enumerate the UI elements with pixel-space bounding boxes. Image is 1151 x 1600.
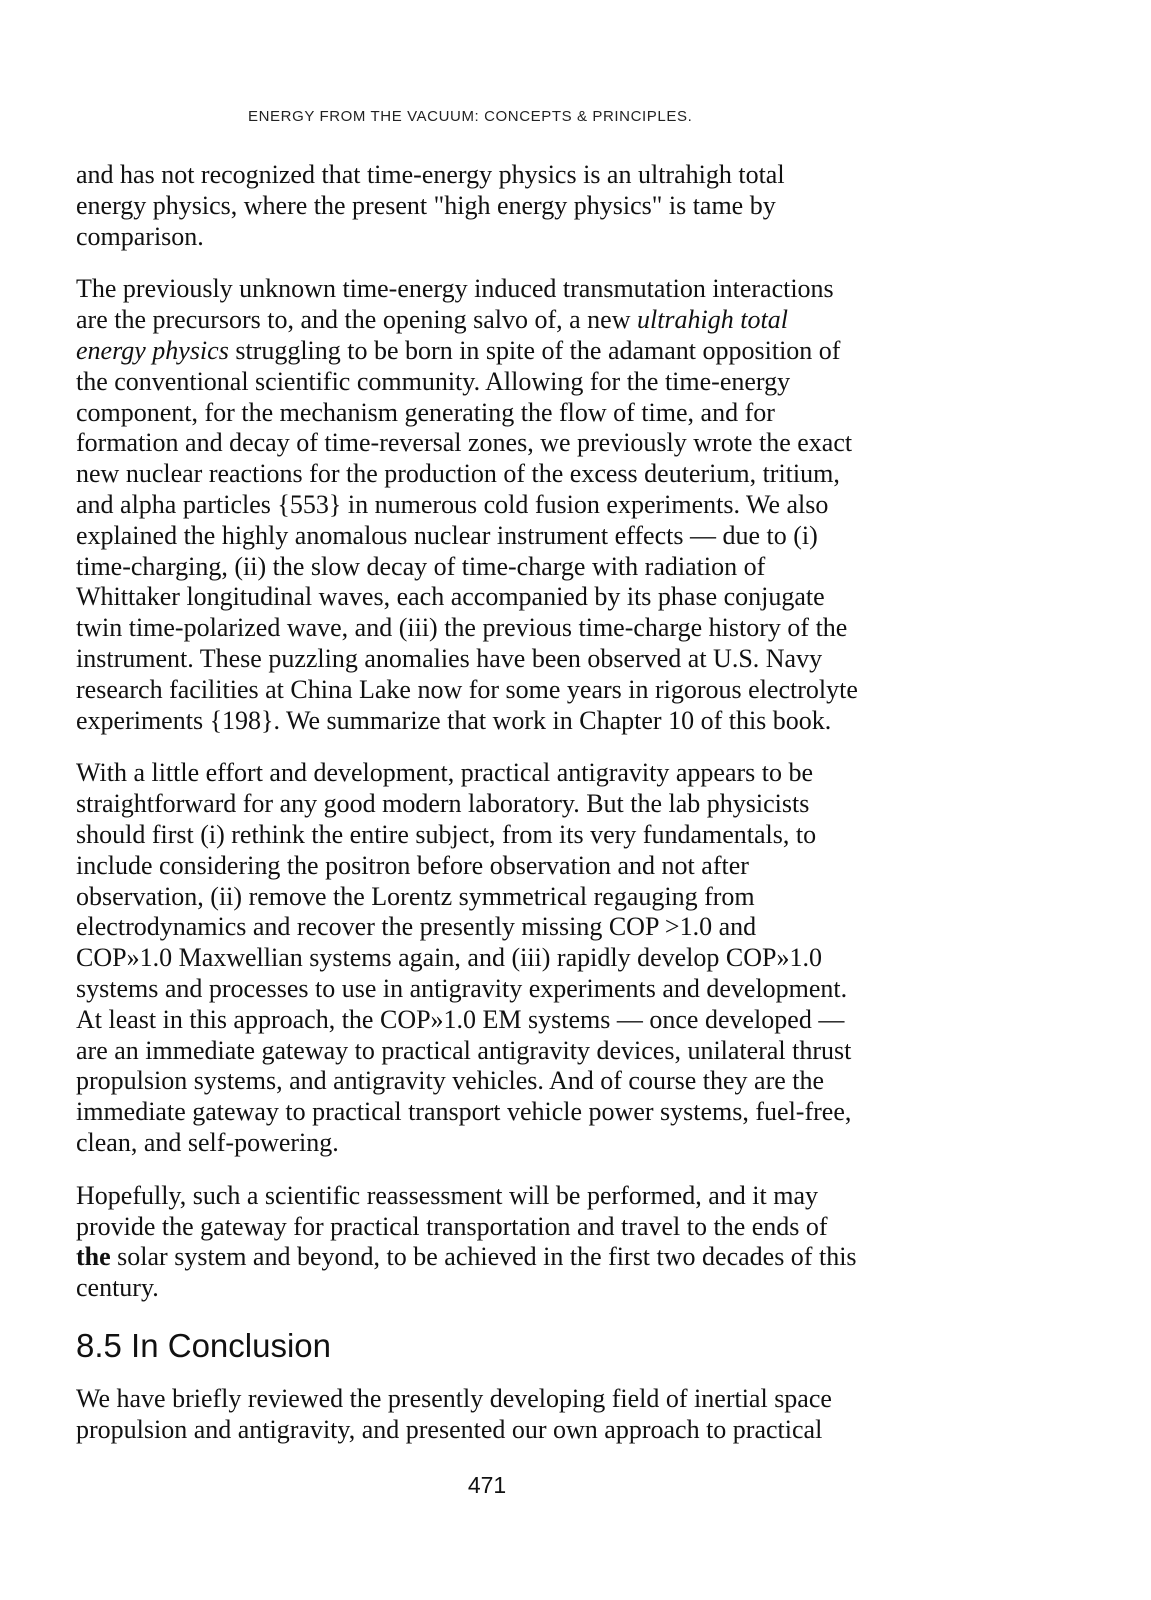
- text-line: With a little effort and development, practical antigravity appears to be: [76, 758, 814, 788]
- text-line: energy physics, where the present "high energy physics" is tame by: [76, 190, 776, 220]
- text-line: electrodynamics and recover the presently missing COP >1.0 and: [76, 912, 757, 942]
- paragraph-5: [76, 1384, 936, 1446]
- text-segment: struggling to be born in spite of the adamant opposition of: [228, 335, 841, 365]
- text-line: clean, and self-powering.: [76, 1127, 339, 1157]
- paragraph-3: [76, 758, 936, 1158]
- text-line: straightforward for any good modern laboratory. But the lab physicists: [76, 789, 810, 819]
- text-line: immediate gateway to practical transport vehicle power systems, fuel-free,: [76, 1097, 852, 1127]
- text-line: At least in this approach, the COP»1.0 EM systems — once developed —: [76, 1004, 845, 1034]
- text-line: research facilities at China Lake now for some years in rigorous electrolyte: [76, 674, 858, 704]
- text-line: The previously unknown time-energy induced transmutation interactions: [76, 274, 834, 304]
- text-line: include considering the positron before observation and not after: [76, 850, 749, 880]
- text-line: COP»1.0 Maxwellian systems again, and (iii) rapidly develop COP»1.0: [76, 943, 822, 973]
- text-line: comparison.: [76, 221, 204, 251]
- paragraph-1: [76, 160, 936, 252]
- section-heading: 8.5 In Conclusion: [76, 1326, 331, 1364]
- text-line: experiments {198}. We summarize that work in Chapter 10 of this book.: [76, 705, 832, 735]
- page-number: 471: [467, 1472, 507, 1498]
- text-line: instrument. These puzzling anomalies have been observed at U.S. Navy: [76, 643, 823, 673]
- text-line: Hopefully, such a scientific reassessment will be performed, and it may: [76, 1180, 818, 1210]
- bold-word: the: [76, 1242, 111, 1272]
- text-line: [76, 1242, 936, 1273]
- text-line: [76, 305, 936, 336]
- text-line: are an immediate gateway to practical antigravity devices, unilateral thrust: [76, 1035, 852, 1065]
- text-line: new nuclear reactions for the production of the excess deuterium, tritium,: [76, 459, 840, 489]
- text-line: should first (i) rethink the entire subject, from its very fundamentals, to: [76, 819, 817, 849]
- text-line: and alpha particles {553} in numerous cold fusion experiments. We also: [76, 489, 829, 519]
- text-line: We have briefly reviewed the presently developing field of inertial space: [76, 1383, 832, 1413]
- text-line: provide the gateway for practical transportation and travel to the ends of: [76, 1211, 828, 1241]
- text-line: twin time-polarized wave, and (iii) the previous time-charge history of the: [76, 613, 848, 643]
- text-line: systems and processes to use in antigravity experiments and development.: [76, 973, 848, 1003]
- italic-phrase: ultrahigh total: [636, 305, 788, 335]
- text-line: Whittaker longitudinal waves, each accompanied by its phase conjugate: [76, 582, 825, 612]
- text-line: propulsion and antigravity, and presented our own approach to practical: [76, 1414, 823, 1444]
- text-segment: solar system and beyond, to be achieved in the first two decades of this: [110, 1242, 857, 1272]
- text-line: time-charging, (ii) the slow decay of time-charge with radiation of: [76, 551, 766, 581]
- text-line: the conventional scientific community. Allowing for the time-energy: [76, 366, 791, 396]
- text-line: [76, 336, 936, 367]
- text-segment: are the precursors to, and the opening salvo of, a new: [76, 305, 637, 335]
- text-line: and has not recognized that time-energy physics is an ultrahigh total: [76, 160, 785, 189]
- text-line: propulsion systems, and antigravity vehicles. And of course they are the: [76, 1066, 825, 1096]
- text-line: observation, (ii) remove the Lorentz symmetrical regauging from: [76, 881, 755, 911]
- text-line: formation and decay of time-reversal zones, we previously wrote the exact: [76, 428, 853, 458]
- text-line: century.: [76, 1273, 159, 1303]
- page-body: [76, 160, 936, 1467]
- text-line: component, for the mechanism generating the flow of time, and for: [76, 397, 775, 427]
- text-line: explained the highly anomalous nuclear instrument effects — due to (i): [76, 520, 818, 550]
- running-header: ENERGY FROM THE VACUUM: CONCEPTS & PRINCIPLES.: [248, 108, 693, 125]
- italic-phrase: energy physics: [76, 335, 229, 365]
- paragraph-2: [76, 274, 936, 736]
- paragraph-4: [76, 1181, 936, 1304]
